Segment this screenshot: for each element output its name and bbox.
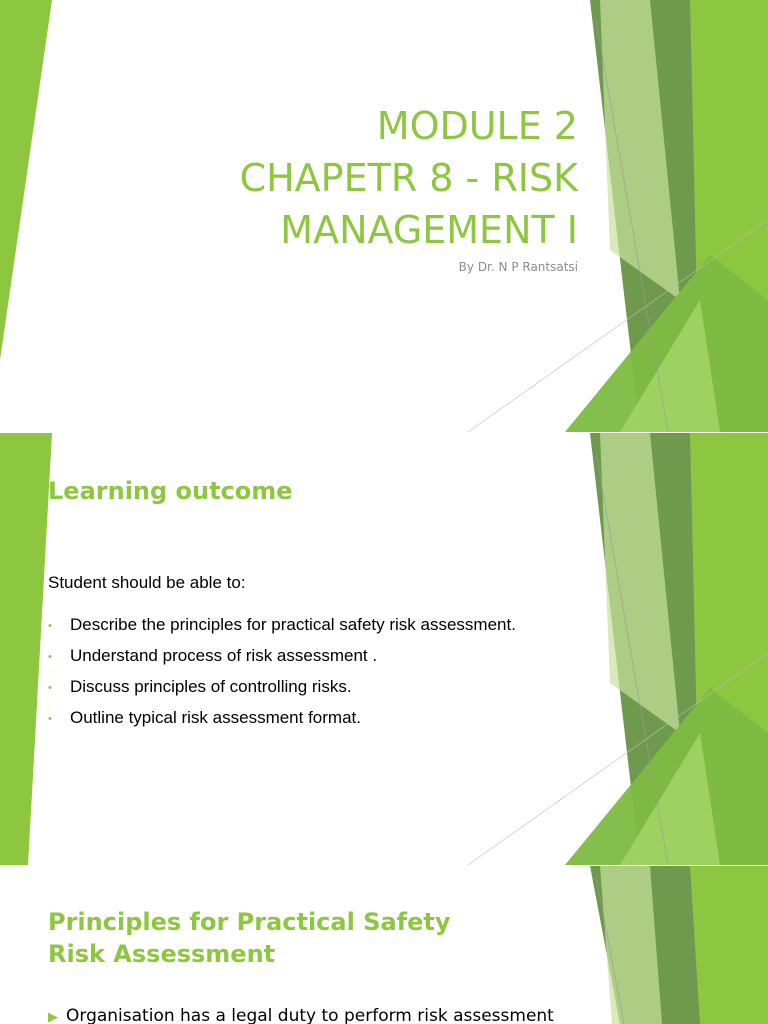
list-item: • Discuss principles of controlling risks. [48, 677, 352, 696]
list-item: • Outline typical risk assessment format. [48, 708, 361, 727]
list-item: • Understand process of risk assessment . [48, 646, 378, 665]
intro-text: Student should be able to: [48, 573, 246, 592]
slide-principles [0, 866, 768, 1024]
slide-title [0, 0, 768, 432]
bullet-dot-icon: • [48, 651, 52, 663]
list-item: ▶ Organisation has a legal duty to perform risk assessment [48, 1006, 554, 1024]
slide-title-text [240, 100, 578, 256]
bullet-dot-icon: • [48, 620, 52, 632]
title-line-3: MANAGEMENT I [280, 208, 578, 252]
slide-learning-outcome [0, 433, 768, 865]
title-line-1: MODULE 2 [376, 104, 578, 148]
bullet-dot-icon: • [48, 682, 52, 694]
author-subtitle: By Dr. N P Rantsatsi [458, 260, 578, 274]
title-line-2: CHAPETR 8 - RISK [239, 156, 578, 200]
slide-heading: Principles for Practical Safety Risk Assessment [48, 908, 451, 968]
outcome-list [48, 615, 516, 739]
list-item: • Describe the principles for practical safety risk assessment. [48, 615, 516, 634]
arrow-bullet-icon: ▶ [48, 1010, 58, 1024]
slide-heading: Learning outcome [48, 477, 293, 505]
bullet-dot-icon: • [48, 713, 52, 725]
